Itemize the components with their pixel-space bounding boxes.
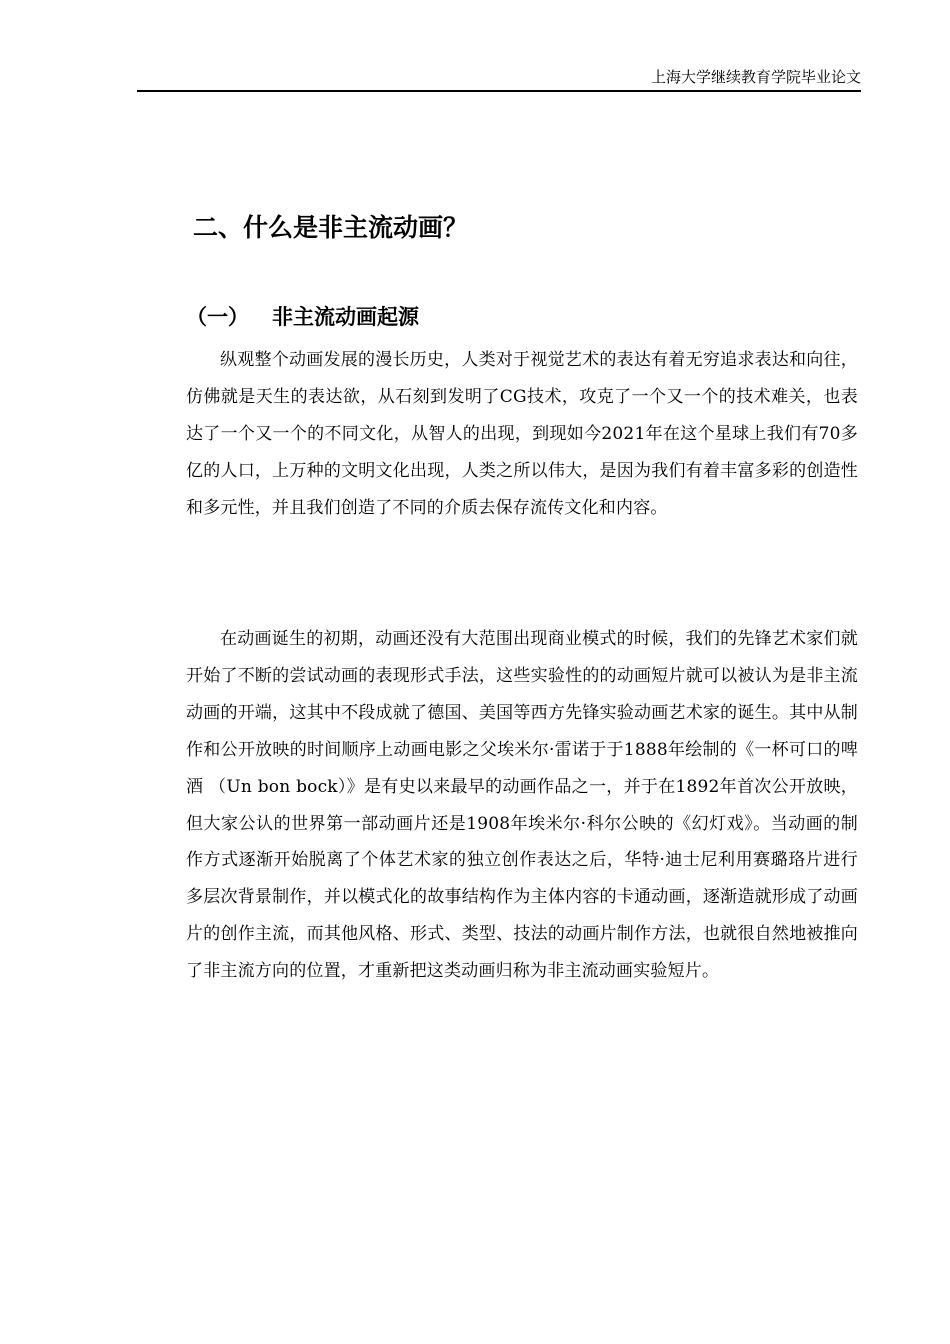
header-title: 上海大学继续教育学院毕业论文	[650, 68, 861, 86]
paragraph-text: 在动画诞生的初期，动画还没有大范围出现商业模式的时候，我们的先锋艺术家们就开始了不断的尝试动画的表现形式手法，这些实验性的的动画短片就可以被认为是非主流动画的开端，这其中不段成就了德国、美国等西方先锋实验动画艺术家的诞生。其中从制作和公开放映的时间顺序上动画电影之父埃米尔·雷诺于于1888年绘制的《一杯可口的啤酒 （Un bon bock）》是有史以来最早的动画作品之一，并于在1892年首次公开放映，但大家公认的世界第一部动画片还是1908年埃米尔·科尔公映的《幻灯戏》。当动画的制作方式逐渐开始脱离了个体艺术家的独立创作表达之后，华特·迪士尼利用赛璐珞片进行多层次背景制作，并以模式化的故事结构作为主体内容的卡通动画，逐渐造就形成了动画片的创作主流，而其他风格、形式、类型、技法的动画片制作方法，也就很自然地被推向了非主流方向的位置，才重新把这类动画归称为非主流动画实验短片。	[186, 629, 858, 982]
page-header	[137, 66, 861, 92]
section-number: （一）	[186, 305, 249, 329]
paragraph-text: 纵观整个动画发展的漫长历史，人类对于视觉艺术的表达有着无穷追求表达和向往，仿佛就是天生的表达欲，从石刻到发明了CG技术，攻克了一个又一个的技术难关，也表达了一个又一个的不同文化，从智人的出现，到现如今2021年在这个星球上我们有70多亿的人口，上万种的文明文化出现，人类之所以伟大，是因为我们有着丰富多彩的创造性和多元性，并且我们创造了不同的介质去保存流传文化和内容。	[186, 350, 859, 518]
paragraph-1	[186, 342, 858, 527]
section-heading	[186, 299, 419, 335]
paragraph-2	[186, 621, 858, 990]
section-title: 非主流动画起源	[272, 305, 419, 329]
chapter-title: 二、什么是非主流动画？	[193, 213, 469, 242]
